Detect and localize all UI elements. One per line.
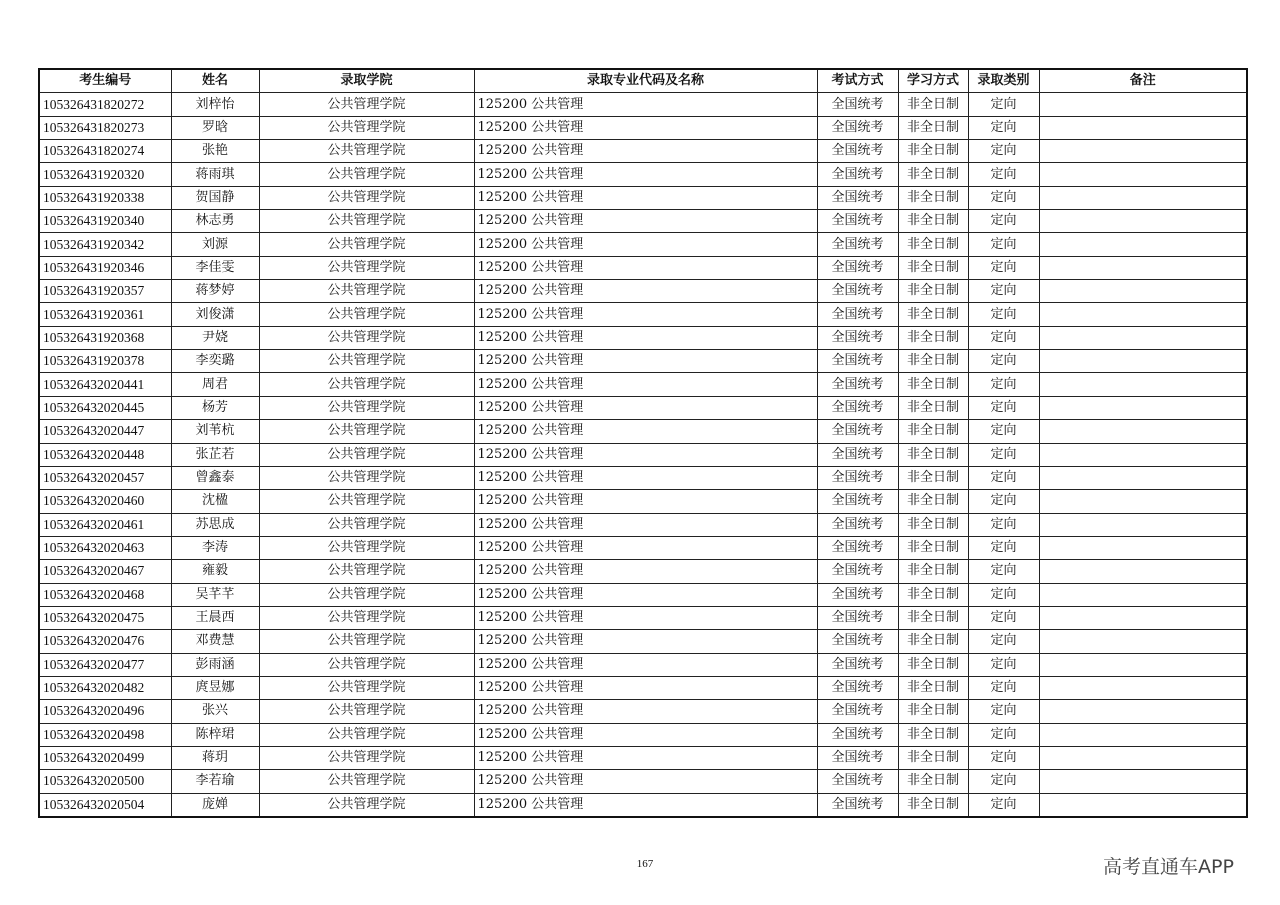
cell-remarks [1039,700,1247,723]
cell-exam-method: 全国统考 [817,630,898,653]
cell-study-mode: 非全日制 [898,373,968,396]
cell-college: 公共管理学院 [259,326,474,349]
table-body [39,93,1247,817]
cell-admission-type: 定向 [968,676,1039,699]
table-row [39,583,1247,606]
cell-candidate-id: 105326432020496 [39,700,171,723]
cell-admission-type: 定向 [968,653,1039,676]
cell-major: 125200 公共管理 [474,676,817,699]
cell-college: 公共管理学院 [259,420,474,443]
cell-candidate-id: 105326432020461 [39,513,171,536]
cell-study-mode: 非全日制 [898,256,968,279]
cell-major: 125200 公共管理 [474,186,817,209]
cell-exam-method: 全国统考 [817,466,898,489]
cell-major: 125200 公共管理 [474,140,817,163]
cell-college: 公共管理学院 [259,140,474,163]
cell-remarks [1039,536,1247,559]
cell-admission-type: 定向 [968,303,1039,326]
table-row [39,770,1247,793]
header-admission-type: 录取类别 [968,69,1039,93]
cell-college: 公共管理学院 [259,466,474,489]
header-candidate-id: 考生编号 [39,69,171,93]
cell-name: 张艳 [171,140,259,163]
cell-major: 125200 公共管理 [474,116,817,139]
cell-candidate-id: 105326431920361 [39,303,171,326]
cell-exam-method: 全国统考 [817,676,898,699]
cell-admission-type: 定向 [968,723,1039,746]
cell-college: 公共管理学院 [259,536,474,559]
cell-study-mode: 非全日制 [898,233,968,256]
cell-candidate-id: 105326431920338 [39,186,171,209]
cell-college: 公共管理学院 [259,163,474,186]
cell-exam-method: 全国统考 [817,443,898,466]
cell-name: 李佳雯 [171,256,259,279]
cell-candidate-id: 105326432020448 [39,443,171,466]
cell-remarks [1039,233,1247,256]
cell-admission-type: 定向 [968,746,1039,769]
cell-candidate-id: 105326432020498 [39,723,171,746]
cell-remarks [1039,350,1247,373]
cell-exam-method: 全国统考 [817,536,898,559]
page-number: 167 [636,858,654,870]
table-row [39,700,1247,723]
table-row [39,163,1247,186]
cell-admission-type: 定向 [968,140,1039,163]
cell-name: 罗晗 [171,116,259,139]
cell-study-mode: 非全日制 [898,396,968,419]
cell-study-mode: 非全日制 [898,350,968,373]
cell-major: 125200 公共管理 [474,233,817,256]
cell-remarks [1039,373,1247,396]
cell-name: 刘苇杭 [171,420,259,443]
cell-college: 公共管理学院 [259,723,474,746]
cell-name: 李涛 [171,536,259,559]
cell-name: 曾鑫泰 [171,466,259,489]
cell-name: 王晨西 [171,606,259,629]
cell-college: 公共管理学院 [259,513,474,536]
cell-college: 公共管理学院 [259,256,474,279]
cell-name: 邓费慧 [171,630,259,653]
cell-study-mode: 非全日制 [898,583,968,606]
cell-exam-method: 全国统考 [817,303,898,326]
cell-candidate-id: 105326432020504 [39,793,171,817]
cell-remarks [1039,303,1247,326]
cell-remarks [1039,466,1247,489]
cell-exam-method: 全国统考 [817,583,898,606]
table-row [39,373,1247,396]
cell-study-mode: 非全日制 [898,186,968,209]
cell-name: 彭雨涵 [171,653,259,676]
cell-name: 杨芳 [171,396,259,419]
cell-exam-method: 全国统考 [817,233,898,256]
cell-major: 125200 公共管理 [474,443,817,466]
cell-admission-type: 定向 [968,700,1039,723]
table-header-row [39,69,1247,93]
cell-remarks [1039,560,1247,583]
cell-college: 公共管理学院 [259,396,474,419]
cell-exam-method: 全国统考 [817,210,898,233]
cell-candidate-id: 105326431920346 [39,256,171,279]
cell-name: 蒋雨琪 [171,163,259,186]
cell-study-mode: 非全日制 [898,490,968,513]
table-row [39,303,1247,326]
cell-candidate-id: 105326432020482 [39,676,171,699]
table-row [39,793,1247,817]
cell-admission-type: 定向 [968,210,1039,233]
cell-candidate-id: 105326431920368 [39,326,171,349]
cell-college: 公共管理学院 [259,116,474,139]
cell-name: 雍毅 [171,560,259,583]
cell-remarks [1039,793,1247,817]
cell-admission-type: 定向 [968,186,1039,209]
table-row [39,116,1247,139]
cell-candidate-id: 105326432020476 [39,630,171,653]
cell-admission-type: 定向 [968,513,1039,536]
cell-study-mode: 非全日制 [898,700,968,723]
cell-exam-method: 全国统考 [817,93,898,116]
cell-candidate-id: 105326432020457 [39,466,171,489]
cell-admission-type: 定向 [968,466,1039,489]
cell-major: 125200 公共管理 [474,653,817,676]
cell-college: 公共管理学院 [259,186,474,209]
table-row [39,560,1247,583]
cell-candidate-id: 105326432020445 [39,396,171,419]
cell-college: 公共管理学院 [259,233,474,256]
cell-college: 公共管理学院 [259,490,474,513]
cell-college: 公共管理学院 [259,746,474,769]
cell-exam-method: 全国统考 [817,350,898,373]
cell-remarks [1039,513,1247,536]
cell-exam-method: 全国统考 [817,256,898,279]
cell-exam-method: 全国统考 [817,793,898,817]
cell-college: 公共管理学院 [259,210,474,233]
cell-name: 苏思成 [171,513,259,536]
cell-exam-method: 全国统考 [817,280,898,303]
header-major: 录取专业代码及名称 [474,69,817,93]
cell-study-mode: 非全日制 [898,606,968,629]
cell-remarks [1039,746,1247,769]
cell-name: 张兴 [171,700,259,723]
cell-exam-method: 全国统考 [817,396,898,419]
table-row [39,443,1247,466]
cell-major: 125200 公共管理 [474,350,817,373]
cell-candidate-id: 105326432020477 [39,653,171,676]
cell-major: 125200 公共管理 [474,490,817,513]
table-row [39,606,1247,629]
cell-candidate-id: 105326431920340 [39,210,171,233]
cell-name: 沈楹 [171,490,259,513]
cell-major: 125200 公共管理 [474,513,817,536]
cell-admission-type: 定向 [968,630,1039,653]
cell-college: 公共管理学院 [259,583,474,606]
cell-candidate-id: 105326431820274 [39,140,171,163]
cell-college: 公共管理学院 [259,630,474,653]
cell-name: 李奕璐 [171,350,259,373]
cell-major: 125200 公共管理 [474,560,817,583]
cell-exam-method: 全国统考 [817,373,898,396]
table-row [39,140,1247,163]
cell-college: 公共管理学院 [259,676,474,699]
cell-name: 林志勇 [171,210,259,233]
cell-name: 尹娆 [171,326,259,349]
cell-study-mode: 非全日制 [898,560,968,583]
header-study-mode: 学习方式 [898,69,968,93]
table-row [39,256,1247,279]
table-row [39,396,1247,419]
cell-study-mode: 非全日制 [898,140,968,163]
cell-name: 张芷若 [171,443,259,466]
cell-major: 125200 公共管理 [474,583,817,606]
table-row [39,420,1247,443]
cell-admission-type: 定向 [968,560,1039,583]
cell-exam-method: 全国统考 [817,560,898,583]
cell-remarks [1039,140,1247,163]
cell-exam-method: 全国统考 [817,420,898,443]
cell-college: 公共管理学院 [259,606,474,629]
table-row [39,280,1247,303]
cell-candidate-id: 105326431820273 [39,116,171,139]
cell-remarks [1039,210,1247,233]
cell-name: 贺国静 [171,186,259,209]
cell-exam-method: 全国统考 [817,746,898,769]
cell-remarks [1039,653,1247,676]
cell-admission-type: 定向 [968,770,1039,793]
cell-remarks [1039,606,1247,629]
cell-candidate-id: 105326432020463 [39,536,171,559]
cell-exam-method: 全国统考 [817,326,898,349]
cell-name: 刘梓怡 [171,93,259,116]
admission-table [38,68,1248,818]
cell-candidate-id: 105326431920378 [39,350,171,373]
cell-candidate-id: 105326432020447 [39,420,171,443]
table-row [39,630,1247,653]
cell-exam-method: 全国统考 [817,653,898,676]
watermark-text: 高考直通车APP [1103,856,1234,878]
cell-college: 公共管理学院 [259,350,474,373]
cell-remarks [1039,256,1247,279]
cell-study-mode: 非全日制 [898,630,968,653]
cell-remarks [1039,420,1247,443]
cell-candidate-id: 105326432020468 [39,583,171,606]
cell-remarks [1039,443,1247,466]
cell-admission-type: 定向 [968,396,1039,419]
cell-study-mode: 非全日制 [898,536,968,559]
cell-major: 125200 公共管理 [474,326,817,349]
table-row [39,350,1247,373]
cell-exam-method: 全国统考 [817,513,898,536]
table-row [39,233,1247,256]
cell-college: 公共管理学院 [259,793,474,817]
cell-candidate-id: 105326432020500 [39,770,171,793]
cell-name: 吴芊芊 [171,583,259,606]
cell-name: 庹昱娜 [171,676,259,699]
cell-remarks [1039,116,1247,139]
cell-exam-method: 全国统考 [817,116,898,139]
table-row [39,653,1247,676]
cell-major: 125200 公共管理 [474,746,817,769]
cell-candidate-id: 105326431920342 [39,233,171,256]
header-college: 录取学院 [259,69,474,93]
cell-college: 公共管理学院 [259,93,474,116]
cell-candidate-id: 105326432020441 [39,373,171,396]
cell-study-mode: 非全日制 [898,723,968,746]
cell-remarks [1039,583,1247,606]
cell-major: 125200 公共管理 [474,93,817,116]
cell-exam-method: 全国统考 [817,606,898,629]
cell-major: 125200 公共管理 [474,210,817,233]
table-row [39,513,1247,536]
cell-study-mode: 非全日制 [898,280,968,303]
cell-major: 125200 公共管理 [474,396,817,419]
cell-major: 125200 公共管理 [474,373,817,396]
cell-study-mode: 非全日制 [898,793,968,817]
cell-college: 公共管理学院 [259,303,474,326]
cell-admission-type: 定向 [968,163,1039,186]
cell-admission-type: 定向 [968,606,1039,629]
cell-exam-method: 全国统考 [817,163,898,186]
cell-major: 125200 公共管理 [474,536,817,559]
cell-college: 公共管理学院 [259,560,474,583]
cell-candidate-id: 105326432020460 [39,490,171,513]
cell-major: 125200 公共管理 [474,303,817,326]
cell-candidate-id: 105326431920357 [39,280,171,303]
cell-study-mode: 非全日制 [898,653,968,676]
cell-remarks [1039,490,1247,513]
cell-study-mode: 非全日制 [898,163,968,186]
cell-study-mode: 非全日制 [898,770,968,793]
cell-exam-method: 全国统考 [817,186,898,209]
cell-college: 公共管理学院 [259,280,474,303]
cell-major: 125200 公共管理 [474,256,817,279]
cell-remarks [1039,676,1247,699]
cell-name: 蒋梦婷 [171,280,259,303]
header-remarks: 备注 [1039,69,1247,93]
cell-exam-method: 全国统考 [817,770,898,793]
cell-major: 125200 公共管理 [474,793,817,817]
cell-name: 蒋玥 [171,746,259,769]
cell-major: 125200 公共管理 [474,606,817,629]
cell-major: 125200 公共管理 [474,770,817,793]
cell-candidate-id: 105326431820272 [39,93,171,116]
cell-candidate-id: 105326432020467 [39,560,171,583]
cell-admission-type: 定向 [968,443,1039,466]
table-row [39,93,1247,116]
cell-study-mode: 非全日制 [898,420,968,443]
cell-name: 周君 [171,373,259,396]
header-exam-method: 考试方式 [817,69,898,93]
cell-name: 陈梓珺 [171,723,259,746]
cell-college: 公共管理学院 [259,373,474,396]
cell-remarks [1039,770,1247,793]
cell-exam-method: 全国统考 [817,723,898,746]
cell-exam-method: 全国统考 [817,700,898,723]
table-row [39,676,1247,699]
table-row [39,723,1247,746]
cell-study-mode: 非全日制 [898,513,968,536]
table-row [39,746,1247,769]
cell-candidate-id: 105326432020499 [39,746,171,769]
cell-admission-type: 定向 [968,256,1039,279]
cell-admission-type: 定向 [968,350,1039,373]
cell-study-mode: 非全日制 [898,93,968,116]
cell-major: 125200 公共管理 [474,700,817,723]
cell-admission-type: 定向 [968,93,1039,116]
cell-exam-method: 全国统考 [817,490,898,513]
cell-study-mode: 非全日制 [898,676,968,699]
cell-admission-type: 定向 [968,280,1039,303]
cell-college: 公共管理学院 [259,443,474,466]
table-row [39,490,1247,513]
cell-remarks [1039,186,1247,209]
table-row [39,466,1247,489]
cell-admission-type: 定向 [968,420,1039,443]
cell-admission-type: 定向 [968,793,1039,817]
cell-study-mode: 非全日制 [898,303,968,326]
cell-candidate-id: 105326432020475 [39,606,171,629]
cell-study-mode: 非全日制 [898,466,968,489]
cell-name: 刘俊潇 [171,303,259,326]
cell-study-mode: 非全日制 [898,746,968,769]
cell-name: 庞婵 [171,793,259,817]
cell-remarks [1039,396,1247,419]
cell-remarks [1039,630,1247,653]
cell-study-mode: 非全日制 [898,210,968,233]
cell-major: 125200 公共管理 [474,280,817,303]
cell-study-mode: 非全日制 [898,443,968,466]
cell-candidate-id: 105326431920320 [39,163,171,186]
cell-remarks [1039,280,1247,303]
cell-major: 125200 公共管理 [474,466,817,489]
cell-college: 公共管理学院 [259,700,474,723]
cell-major: 125200 公共管理 [474,630,817,653]
cell-remarks [1039,723,1247,746]
cell-study-mode: 非全日制 [898,326,968,349]
cell-major: 125200 公共管理 [474,723,817,746]
cell-remarks [1039,93,1247,116]
cell-college: 公共管理学院 [259,770,474,793]
table-row [39,536,1247,559]
cell-admission-type: 定向 [968,490,1039,513]
cell-admission-type: 定向 [968,536,1039,559]
cell-admission-type: 定向 [968,326,1039,349]
table-row [39,326,1247,349]
cell-admission-type: 定向 [968,116,1039,139]
cell-name: 刘源 [171,233,259,256]
cell-admission-type: 定向 [968,583,1039,606]
header-name: 姓名 [171,69,259,93]
cell-remarks [1039,163,1247,186]
cell-exam-method: 全国统考 [817,140,898,163]
cell-remarks [1039,326,1247,349]
table-row [39,210,1247,233]
cell-name: 李若瑜 [171,770,259,793]
cell-study-mode: 非全日制 [898,116,968,139]
cell-major: 125200 公共管理 [474,420,817,443]
cell-admission-type: 定向 [968,373,1039,396]
cell-admission-type: 定向 [968,233,1039,256]
cell-college: 公共管理学院 [259,653,474,676]
table-row [39,186,1247,209]
cell-major: 125200 公共管理 [474,163,817,186]
